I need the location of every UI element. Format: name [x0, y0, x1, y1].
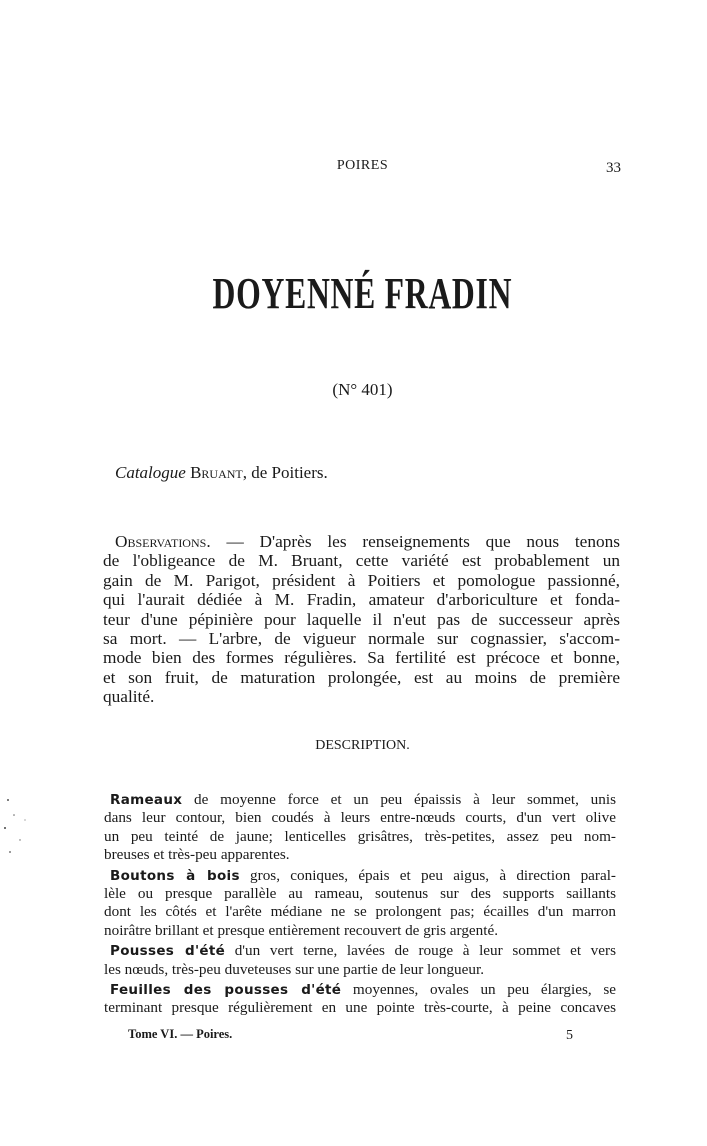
- line-text: d'un vert terne, lavées de rouge à leur sommet et vers: [225, 942, 616, 960]
- text-line: [104, 828, 616, 846]
- line-text: un peu teinté de jaune; lenticelles grisâtres, très-petites, assez peu nom-: [104, 827, 616, 845]
- line-text: terminant presque régulièrement en une pointe très-courte, à peine concaves: [104, 999, 616, 1017]
- line-text: gros, coniques, épais et peu aigus, à direction paral-: [239, 866, 616, 884]
- text-line: [104, 867, 616, 885]
- page-title: DOYENNÉ FRADIN: [212, 269, 513, 318]
- description-paragraph: [104, 981, 616, 1018]
- line-text: mode bien des formes régulières. Sa fertilité est précoce et bonne,: [103, 648, 620, 668]
- line-text: dont les côtés et l'arête médiane ne se prolongent pas; écailles d'un marron: [104, 903, 616, 921]
- text-line: [103, 648, 620, 667]
- text-line: [104, 809, 616, 827]
- description-term: Pousses d'été: [110, 943, 226, 960]
- line-text: et son fruit, de maturation prolongée, est au moins de première: [103, 667, 620, 687]
- description-term: Feuilles des pousses d'été: [110, 982, 342, 999]
- description-heading: DESCRIPTION.: [315, 738, 410, 753]
- description-section: [104, 791, 616, 1020]
- line-text: sa mort. — L'arbre, de vigueur normale sur cognassier, s'accom-: [103, 629, 620, 649]
- description-paragraph: [104, 867, 616, 941]
- description-term: Boutons à bois: [110, 867, 240, 884]
- variety-number: (N° 401): [332, 380, 393, 399]
- text-line: [103, 668, 620, 687]
- text-line: [103, 551, 620, 570]
- catalogue-name: Bruant: [190, 463, 243, 482]
- line-text: qualité.: [103, 687, 155, 707]
- catalogue-reference: [115, 463, 328, 483]
- text-line: [104, 846, 616, 864]
- line-text: teur d'une pépinière pour laquelle il n'eut pas de successeur après: [103, 609, 620, 629]
- running-head: POIRES: [336, 158, 389, 173]
- scan-specks: [0, 780, 40, 900]
- text-line: [104, 981, 616, 999]
- line-text: qui l'aurait dédiée à M. Fradin, amateur d'arboriculture et fonda-: [103, 590, 620, 610]
- line-text: lèle ou presque parallèle au rameau, soutenus sur des supports saillants: [104, 885, 616, 903]
- line-text: dans leur contour, bien coudés à leurs entre-nœuds courts, d'un vert olive: [104, 809, 616, 827]
- line-text: moyennes, ovales un peu élargies, se: [341, 981, 616, 999]
- line-text: breuses et très-peu apparentes.: [104, 846, 290, 864]
- text-line: [103, 629, 620, 648]
- catalogue-place: , de Poitiers.: [242, 463, 328, 482]
- line-text: — D'après les renseignements que nous tenons: [210, 532, 620, 551]
- description-term: Rameaux: [110, 792, 183, 808]
- text-line: [104, 791, 616, 809]
- text-line: [104, 999, 616, 1017]
- line-text: de moyenne force et un peu épaissis à leur sommet, unis: [182, 791, 616, 808]
- text-line: [103, 687, 620, 706]
- footer-signature: 5: [566, 1028, 573, 1043]
- observations-label: Observations.: [115, 532, 211, 551]
- catalogue-label: Catalogue: [115, 463, 186, 482]
- text-line: [103, 610, 620, 629]
- text-line: [104, 903, 616, 921]
- text-line: [104, 885, 616, 903]
- description-paragraph: [104, 791, 616, 865]
- line-text: noirâtre brillant et presque entièrement recouvert de gris argenté.: [104, 921, 498, 939]
- text-line: [104, 922, 616, 940]
- line-text: de l'obligeance de M. Bruant, cette variété est probablement un: [103, 551, 620, 571]
- text-line: [104, 942, 616, 960]
- line-text: les nœuds, très-peu duveteuses sur une partie de leur longueur.: [104, 960, 485, 978]
- line-text: gain de M. Parigot, président à Poitiers et pomologue passionné,: [103, 570, 620, 590]
- text-line: [103, 532, 620, 551]
- footer-volume: Tome VI. — Poires.: [128, 1027, 233, 1041]
- text-line: [103, 590, 620, 609]
- text-line: [103, 571, 620, 590]
- page-number: 33: [606, 160, 621, 176]
- text-line: [104, 961, 616, 979]
- observations-paragraph: [103, 532, 620, 707]
- description-paragraph: [104, 942, 616, 979]
